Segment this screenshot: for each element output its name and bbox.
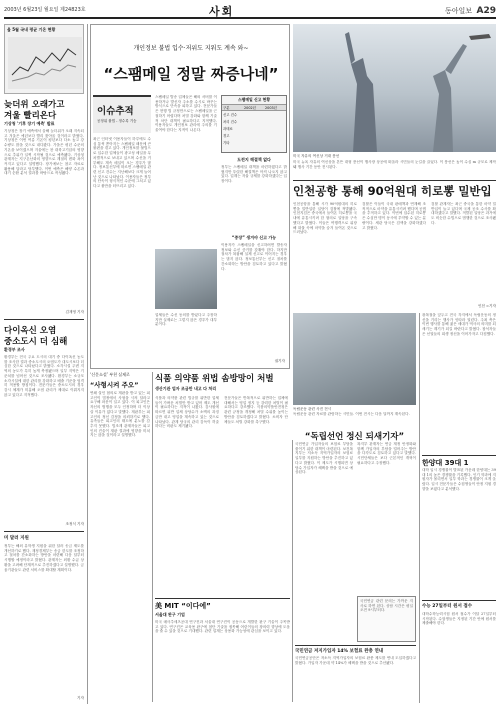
box-title: 도전지 해결책 없다	[237, 157, 271, 162]
right-col-body: 광복절을 앞두고 전국 각지에서 독립운동의 정신을 기리는 행사가 잇따라 열린다. 주최 측은 이번 행사를 통해 젊은 세대가 역사의 의미를 되새기는 계기가 되길 바란다고 밝혔다. 참석자들은 선열들의 희생 정신을 이어가자고 다짐했다.	[422, 313, 496, 336]
right-body-1: 인천공항을 통해 시가 90억원대의 히로뽕을 밀반입한 일당이 검찰에 적발됐다. 인천지검은 중국에서 들여온 히로뽕을 국내에 유통시키려 한 혐의로 일당을 구속했다고 밝혔다. 이들은 여행객으로 위장해 화물 속에 마약을 숨겨 들여온 것으로 드러났다.	[293, 202, 357, 235]
center-body-1: 식품과 의약품 관련 법규를 위반한 업체들이 가벼운 처벌만 받고 있어 제도 개선이 필요하다는 지적이 나왔다. 감사원에 따르면 위반 업체 상당수가 소액의 과징금만 내고 영업을 계속하고 있는 것으로 나타났다. 관계 당국의 관리 감독이 허술하다는 비판도 제기됐다.	[155, 396, 219, 429]
photo-caption-body: 미국 뉴욕 자유의 여신상을 본뜬 대형 풍선이 행사장 상공에 떠올라 시민들의 눈길을 끌었다. 이 풍선은 높이 수십 m 규모로 제작돼 행사 기간 동안 전시된다.	[293, 160, 496, 169]
column-divider	[152, 372, 153, 702]
page-id: A29	[476, 6, 496, 16]
crowd-photo	[293, 313, 416, 405]
center-body-2: 전문가들은 반복적으로 위반하는 업체에 대해서는 영업 정지 등 강력한 처벌이 필요하다고 강조했다. 식품의약품안전청은 관련 규정을 개정해 처벌 수위를 높이는 방안을 검토하겠다고 밝혔다. 소비자 단체들도 처벌 강화를 촉구했다.	[224, 396, 288, 424]
sidebar2-title: 수능 27일부터 원서 접수	[422, 604, 473, 609]
bottom-right-body-2: 복지부 관계자는 연금 재정 안정화와 함께 가입자의 부담을 덜어주는 방안을 다각도로 검토하고 있다고 말했다. 시민단체들은 보다 근본적인 개혁이 필요하다고 주장했다.	[357, 442, 416, 465]
table-header-cell: 2002년	[244, 106, 256, 110]
weather-chart	[4, 24, 84, 94]
spam-photo	[155, 249, 217, 309]
table-title: 스팸메일 신고 현황	[238, 97, 270, 102]
mit-sub: 서울대 완구 기업	[155, 612, 185, 617]
center-sub: 생산기관 업자 조금만 내고 다 처리	[155, 386, 217, 391]
divider	[295, 645, 416, 646]
table-row: 경고	[223, 134, 230, 138]
photo-caption: 미국 자유의 여신상 거대 풍선	[293, 154, 340, 158]
issue-badge	[93, 95, 151, 133]
divider	[422, 600, 496, 601]
column-divider	[292, 440, 293, 702]
paper-name: 동아일보	[444, 7, 473, 15]
story3-body: 정부는 해외 유학생 지원을 위한 달러 송금 제도를 개선하기로 했다. 재정경제부는 송금 한도를 조정하고 절차를 간소화하는 방안을 마련해 다음 달부터 시행할 예정이라고 밝혔다. 관계자는 외환 수급 상황을 고려해 단계적으로 추진하겠다고 설명했다. 금융기관들도 관련 서비스를 확대할 계획이다.	[4, 544, 84, 572]
table-header-cell: 2003년	[265, 106, 277, 110]
divider	[422, 455, 496, 456]
divider	[4, 319, 84, 320]
sidebar-body: 대학 입시 경쟁률이 발표된 가운데 한양대는 39대 1의 높은 경쟁률을 기록했다. 인기 학과에 지원자가 몰리면서 일부 학과는 경쟁률이 크게 올랐다. 입시 전문가들은 수험생들이 안정 지원 경향을 보였다고 분석했다.	[422, 468, 496, 491]
bottom-small-story	[90, 372, 150, 702]
crowd-caption-body: 독립운동 관련 자료를 관람하는 시민들. 이번 전시는 다음 달까지 계속된다.	[293, 412, 410, 416]
column-divider	[87, 24, 88, 704]
badge-sub: 공정위 불법 - 정수록 기승	[97, 119, 137, 123]
table-row: 기타	[223, 141, 230, 145]
table-row: 과태료	[223, 127, 233, 131]
crowd-photo-caption: 독립운동 관련 사진 전시	[293, 407, 332, 411]
story1-sub: 기상청 '기후 장기 예측' 발표	[4, 121, 55, 126]
column-divider	[419, 313, 420, 703]
page-number	[445, 6, 496, 16]
statue-photo	[293, 24, 496, 152]
issue-date: 2003년 6월23일 월요일 제24823호	[4, 7, 86, 13]
spam-feature	[90, 24, 290, 369]
right-body-2: 검찰은 이들이 국내 판매책과 연계해 조직적으로 마약을 유통시키려 했다며 공범을 추적하고 있다. 이번에 압수된 히로뽕은 수십만 명이 동시에 투약할 수 있는 분량이다. 세관 당국은 검색을 강화하겠다고 밝혔다.	[362, 202, 426, 230]
story2-byline: 조정식 기자	[65, 522, 84, 526]
table-row: 처리 건수	[223, 120, 238, 124]
mit-headline: 美 MIT “이다에”	[155, 602, 211, 610]
story1-title2: 겨울 빨리온다	[4, 111, 57, 121]
center-headline: 식품 의약품 위법 솜방망이 처벌	[155, 374, 274, 384]
badge-title: 이슈추적	[97, 106, 134, 117]
feature-body-col4: 이용자가 스팸메일을 신고하려면 발송자 정보와 수신 증거를 갖춰야 한다. 하지만 절차가 복잡해 실제 신고로 이어지는 경우는 많지 않다. 정보통신부는 신고 절차를 간소화하는 방안을 검토하고 있다고 밝혔다.	[221, 243, 287, 271]
feature-body-col1: 최근 인터넷 이용자들이 하루에도 수십 통씩 쏟아지는 스팸메일 때문에 큰 불편을 겪고 있다. 개인정보를 불법으로 입수한 업체들이 광고성 메일을 무차별적으로 보내고 있으며 수신을 거부해도 계속 메일이 오는 경우가 많다. 정보통신부에 따르면 스팸메일 관련 신고 건수는 지난해보다 크게 늘어난 것으로 나타났다. 이용자들은 정부의 단속이 형식적인 수준에 그치고 있다고 불만을 터뜨리고 있다.	[93, 137, 151, 189]
story2-body: 환경부는 전국 주요 도시의 대기 중 다이옥신 농도를 조사한 결과 중소도시의 오염도가 대도시보다 더 심한 것으로 나타났다고 밝혔다. 소각시설 주변 지역의 농도가 특히 높게 측정됐으며 일부 지역은 기준치를 넘어선 것으로 조사됐다. 환경부는 소규모 소각시설에 대한 관리를 강화하고 배출 기준을 엄격히 적용할 방침이다. 전문가들은 중소도시의 경우 감시 체계가 미흡해 오염 관리가 제대로 이뤄지지 않고 있다고 지적했다.	[4, 355, 84, 397]
story3-title: 미 달러 지원	[4, 536, 29, 541]
story3-byline: 기자	[77, 696, 84, 700]
divider	[155, 598, 290, 599]
quote-headline: “독립선언 정신 되새기자”	[304, 432, 405, 442]
story2-title: 다이옥신 오염	[4, 326, 57, 336]
statue-graphic	[293, 24, 496, 152]
story2-title2: 중소도시 더 심해	[4, 337, 68, 347]
feature-byline: 권기자	[274, 359, 285, 363]
info-box	[357, 596, 416, 642]
table-header-cell: 구분	[223, 106, 230, 110]
right-headline: 인천공항 통해 90억원대 히로뽕 밀반입	[293, 184, 492, 198]
story2-sub: 환경부 조사	[4, 347, 25, 352]
bottom-right-body-1: 국민연금 가입자들의 보험료 부담을 줄이기 위한 대책이 마련된다. 보건복지부는 저소득 지역가입자의 보험료 일부를 지원하는 방안을 추진하고 있다고 밝혔다. 이 제도가 시행되면 상당수 가입자가 혜택을 받을 것으로 예상된다.	[295, 442, 353, 475]
small-title: ‘신문소설’ 부천 실제로	[90, 372, 130, 377]
sidebar-title: 한양대 39대 1	[422, 459, 469, 467]
page-header	[4, 3, 496, 19]
chart-graphic	[6, 35, 84, 93]
feature-body-col5: 업체들은 수신 동의를 받았다고 주장하지만 실제로는 그렇지 않은 경우가 대부분이다.	[155, 313, 217, 327]
small-body: 연쇄 살인 혐의로 재판을 받고 있는 피고인이 법정에서 사형을 시켜 달라고 요구해 파문이 일고 있다. 이 피고인은 자신의 범행을 모두 인정하며 더 이상 살 이유가 없다고 말했다. 재판부는 피고인의 정신 감정을 의뢰하기로 했다. 유족들은 피고인의 태도에 분노를 감추지 못했다. 법조계 관계자들은 피고인의 진술이 재판 결과에 영향을 미치지는 않을 것이라고 설명했다.	[90, 391, 150, 438]
feature-headline: “스팸메일 정말 짜증나네”	[103, 65, 279, 83]
right-byline: 인천 =기자	[477, 304, 496, 308]
spam-table	[221, 95, 287, 153]
divider	[293, 180, 496, 181]
sidebar2-body: 대학수학능력시험 원서 접수가 이달 27일부터 시작된다. 수험생들은 지정된 기간 안에 원서를 제출해야 한다.	[422, 612, 496, 626]
story1-body: 기상청은 장기 예측에서 올해 늦더위가 오래 지속되고 겨울은 예년보다 빨리 찾아올 것이라고 밝혔다. 기상청은 이번 여름 기온이 평년보다 다소 높고 강수량도 많을 것으로 내다봤다. 가을은 평년 수준의 기온을 보이겠으며 겨울에는 찬 대륙고기압의 영향으로 추위가 일찍 시작될 것으로 예측됐다. 기상청 관계자는 지구온난화의 영향으로 계절의 변화 폭이 커지고 있다고 설명했다. 장기예보는 참고 자료로 활용해 달라고 당부했다. 이번 예측은 해양 수온과 대기 순환 분석 결과를 바탕으로 작성됐다.	[4, 129, 84, 176]
divider	[4, 531, 84, 532]
table-row: 신고 건수	[223, 113, 238, 117]
story1-title: 늦더위 오래가고	[4, 100, 65, 110]
feature-body-col2: 스팸메일 발송 업체들은 해외 서버를 이용하거나 발신자 주소를 수시로 바꾸는 방식으로 단속을 피하고 있다. 전문가들은 현행 법 규정만으로는 스팸메일을 근절하기 어렵다며 처벌 강화와 함께 기술적 차단 대책이 필요하다고 지적했다. 이용자들도 개인정보 관리에 주의를 기울여야 한다는 지적이 나온다.	[155, 95, 217, 132]
chart-title: 올 5월 국내 평균 기온 현황	[7, 27, 56, 32]
section-title: 사회	[209, 5, 235, 18]
bottom-right-headline: 국민연금 저지가입자 14% 보험료 완충 연내	[295, 649, 384, 654]
info-box-text: 국민연금 관련 문의는 가까운 지사로 하면 된다. 상담 시간은 평일 오전 9시부터다.	[360, 599, 413, 613]
small-head: “사형시켜 주오”	[90, 381, 139, 389]
feature-body-col3: 정부는 스팸메일 대책을 마련하겠다고 밝혔지만 뚜렷한 해결책은 아직 나오지 않고 있다. 업계는 자율 규제를 강화하겠다는 입장이다.	[221, 165, 287, 184]
table-header	[222, 104, 286, 111]
bottom-right-body-3: 국민연금공단은 저소득 지역가입자의 보험료 완충 제도를 연내 도입하겠다고 밝혔다. 가입자 가운데 약 14%가 혜택을 받을 것으로 추산됐다.	[295, 656, 416, 665]
story1-byline: 김재영 기자	[65, 310, 84, 314]
box2-title: “중장” 생겨야 신고 가능	[231, 235, 277, 240]
right-body-3: 검찰 관계자는 최근 중국을 통한 마약 밀반입이 늘고 있다며 국제 공조 수사를 확대하겠다고 말했다. 적발된 일당은 과거에도 비슷한 수법으로 범행한 것으로 조사됐다.	[431, 202, 496, 225]
feature-kicker: 개인정보 불법 입수·저위도 지워도 계속 와~	[133, 45, 249, 52]
left-column	[4, 24, 84, 704]
mit-body: 미국 매사추세츠공대 연구진과 서울대 연구진이 공동으로 개발한 완구 기술이 주목받고 있다. 연구진은 교육용 완구에 첨단 기술을 접목해 어린이들의 창의력 향상에 도움을 줄 수 있을 것으로 기대했다. 관련 업계는 상용화 가능성에 관심을 보이고 있다.	[155, 620, 290, 634]
